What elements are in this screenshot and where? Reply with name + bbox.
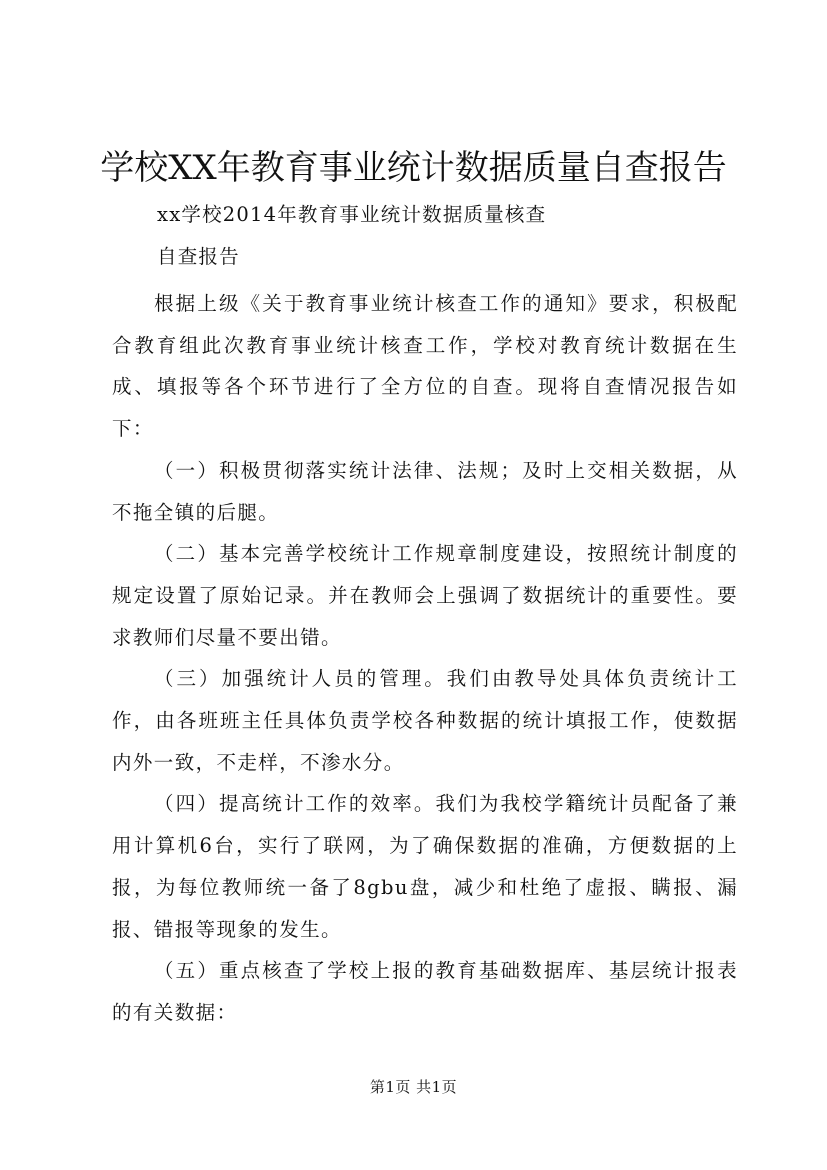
paragraph-item-2: （二）基本完善学校统计工作规章制度建设，按照统计制度的规定设置了原始记录。并在教师会上强调了数据统计的重要性。要求教师们尽量不要出错。 — [112, 542, 738, 649]
document-body — [112, 283, 738, 1034]
document-subtitle-line-1: xx学校2014年教育事业统计数据质量核查 — [157, 203, 547, 226]
paragraph-intro: 根据上级《关于教育事业统计核查工作的通知》要求，积极配合教育组此次教育事业统计核查工作，学校对教育统计数据在生成、填报等各个环节进行了全方位的自查。现将自查情况报告如下： — [112, 292, 738, 441]
paragraph-item-1: （一）积极贯彻落实统计法律、法规；及时上交相关数据，从不拖全镇的后腿。 — [112, 458, 738, 524]
document-title: 学校XX年教育事业统计数据质量自查报告 — [100, 148, 727, 188]
document-subtitle-line-2: 自查报告 — [157, 245, 240, 268]
paragraph-item-5: （五）重点核查了学校上报的教育基础数据库、基层统计报表的有关数据： — [112, 959, 738, 1024]
page-footer: 第1页 共1页 — [369, 1078, 458, 1096]
paragraph-item-3: （三）加强统计人员的管理。我们由教导处具体负责统计工作，由各班班主任具体负责学校各种数据的统计填报工作，使数据内外一致，不走样，不渗水分。 — [112, 667, 738, 774]
paragraph-item-4: （四）提高统计工作的效率。我们为我校学籍统计员配备了兼用计算机6台，实行了联网，为了确保数据的准确，方便数据的上报，为每位教师统一备了8gbu盘，减少和杜绝了虚报、瞒报、漏报、错报等现象的发生。 — [112, 792, 738, 941]
